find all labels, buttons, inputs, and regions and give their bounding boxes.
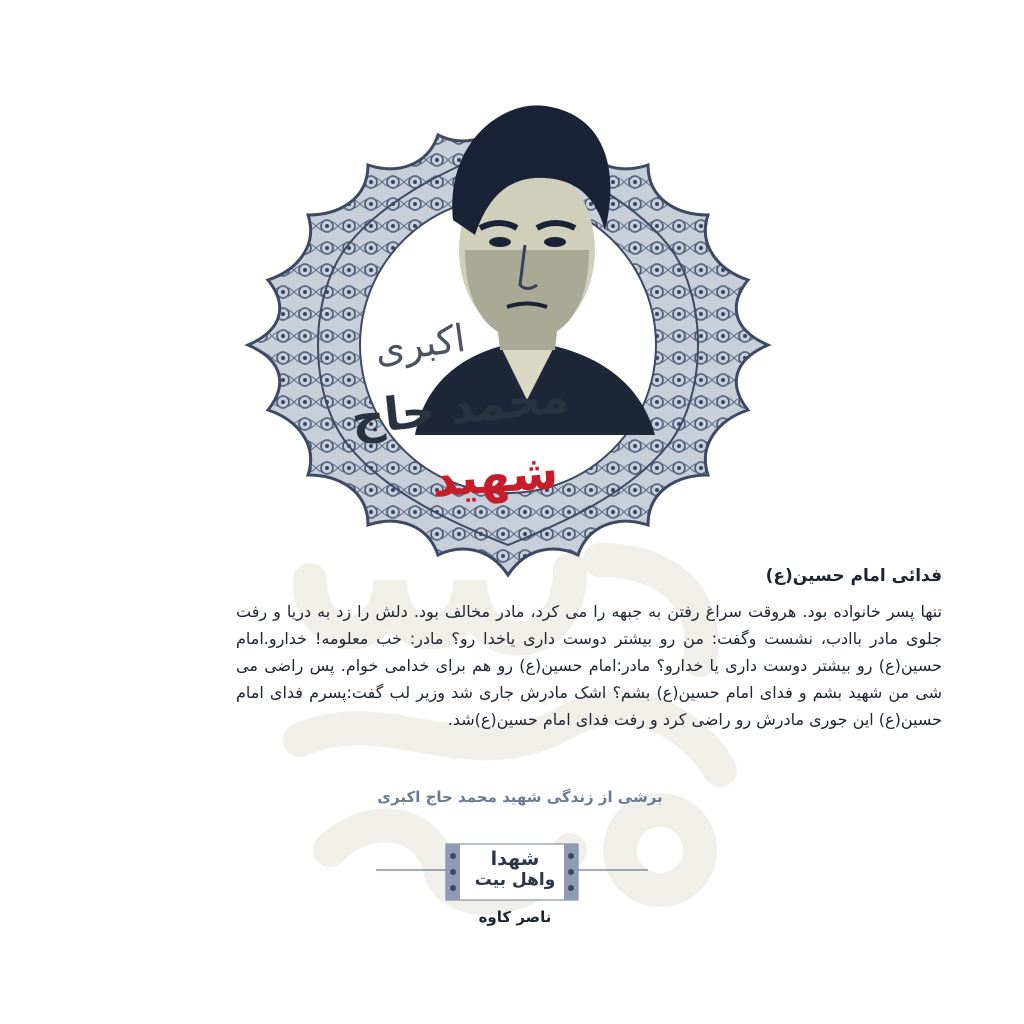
logo-text-ahlebeyt: واهل بیت (474, 870, 556, 890)
name-calligraphy-main: محمد حاج (348, 368, 572, 446)
story-body: تنها پسر خانواده بود. هروقت سراغ رفتن به جبهه را می کرد، مادر مخالف بود. دلش را زد به دریا و رفت جلوی مادر باادب، نشست وگفت: من رو بیشتر دوست داری یاخدا رو؟ مادر: خب معلومه! خدارو.امام حسین(ع) رو بیشتر دوست داری یا خدارو؟ مادر:امام حسین(ع) رو هم برای خدامی خوام. پس راضی می شی من شهید بشم و فدای امام حسین(ع) بشم؟ اشک مادرش جاری شد وزیر لب گفت:پسرم فدای امام حسین(ع) این جوری مادرش رو راضی کرد و رفت فدای امام حسین(ع)شد. (236, 602, 942, 729)
author-name: ناصر کاوه (478, 908, 552, 926)
martyr-title-red: شهید (430, 443, 560, 509)
logo-text-shohada: شهدا (490, 848, 540, 870)
name-calligraphy-small: اکبری (371, 315, 469, 373)
story-block (236, 566, 942, 733)
story-heading: فدائی امام حسین(ع) (765, 566, 942, 586)
story-caption: برشی از زندگی شهید محمد حاج اکبری (377, 788, 663, 806)
